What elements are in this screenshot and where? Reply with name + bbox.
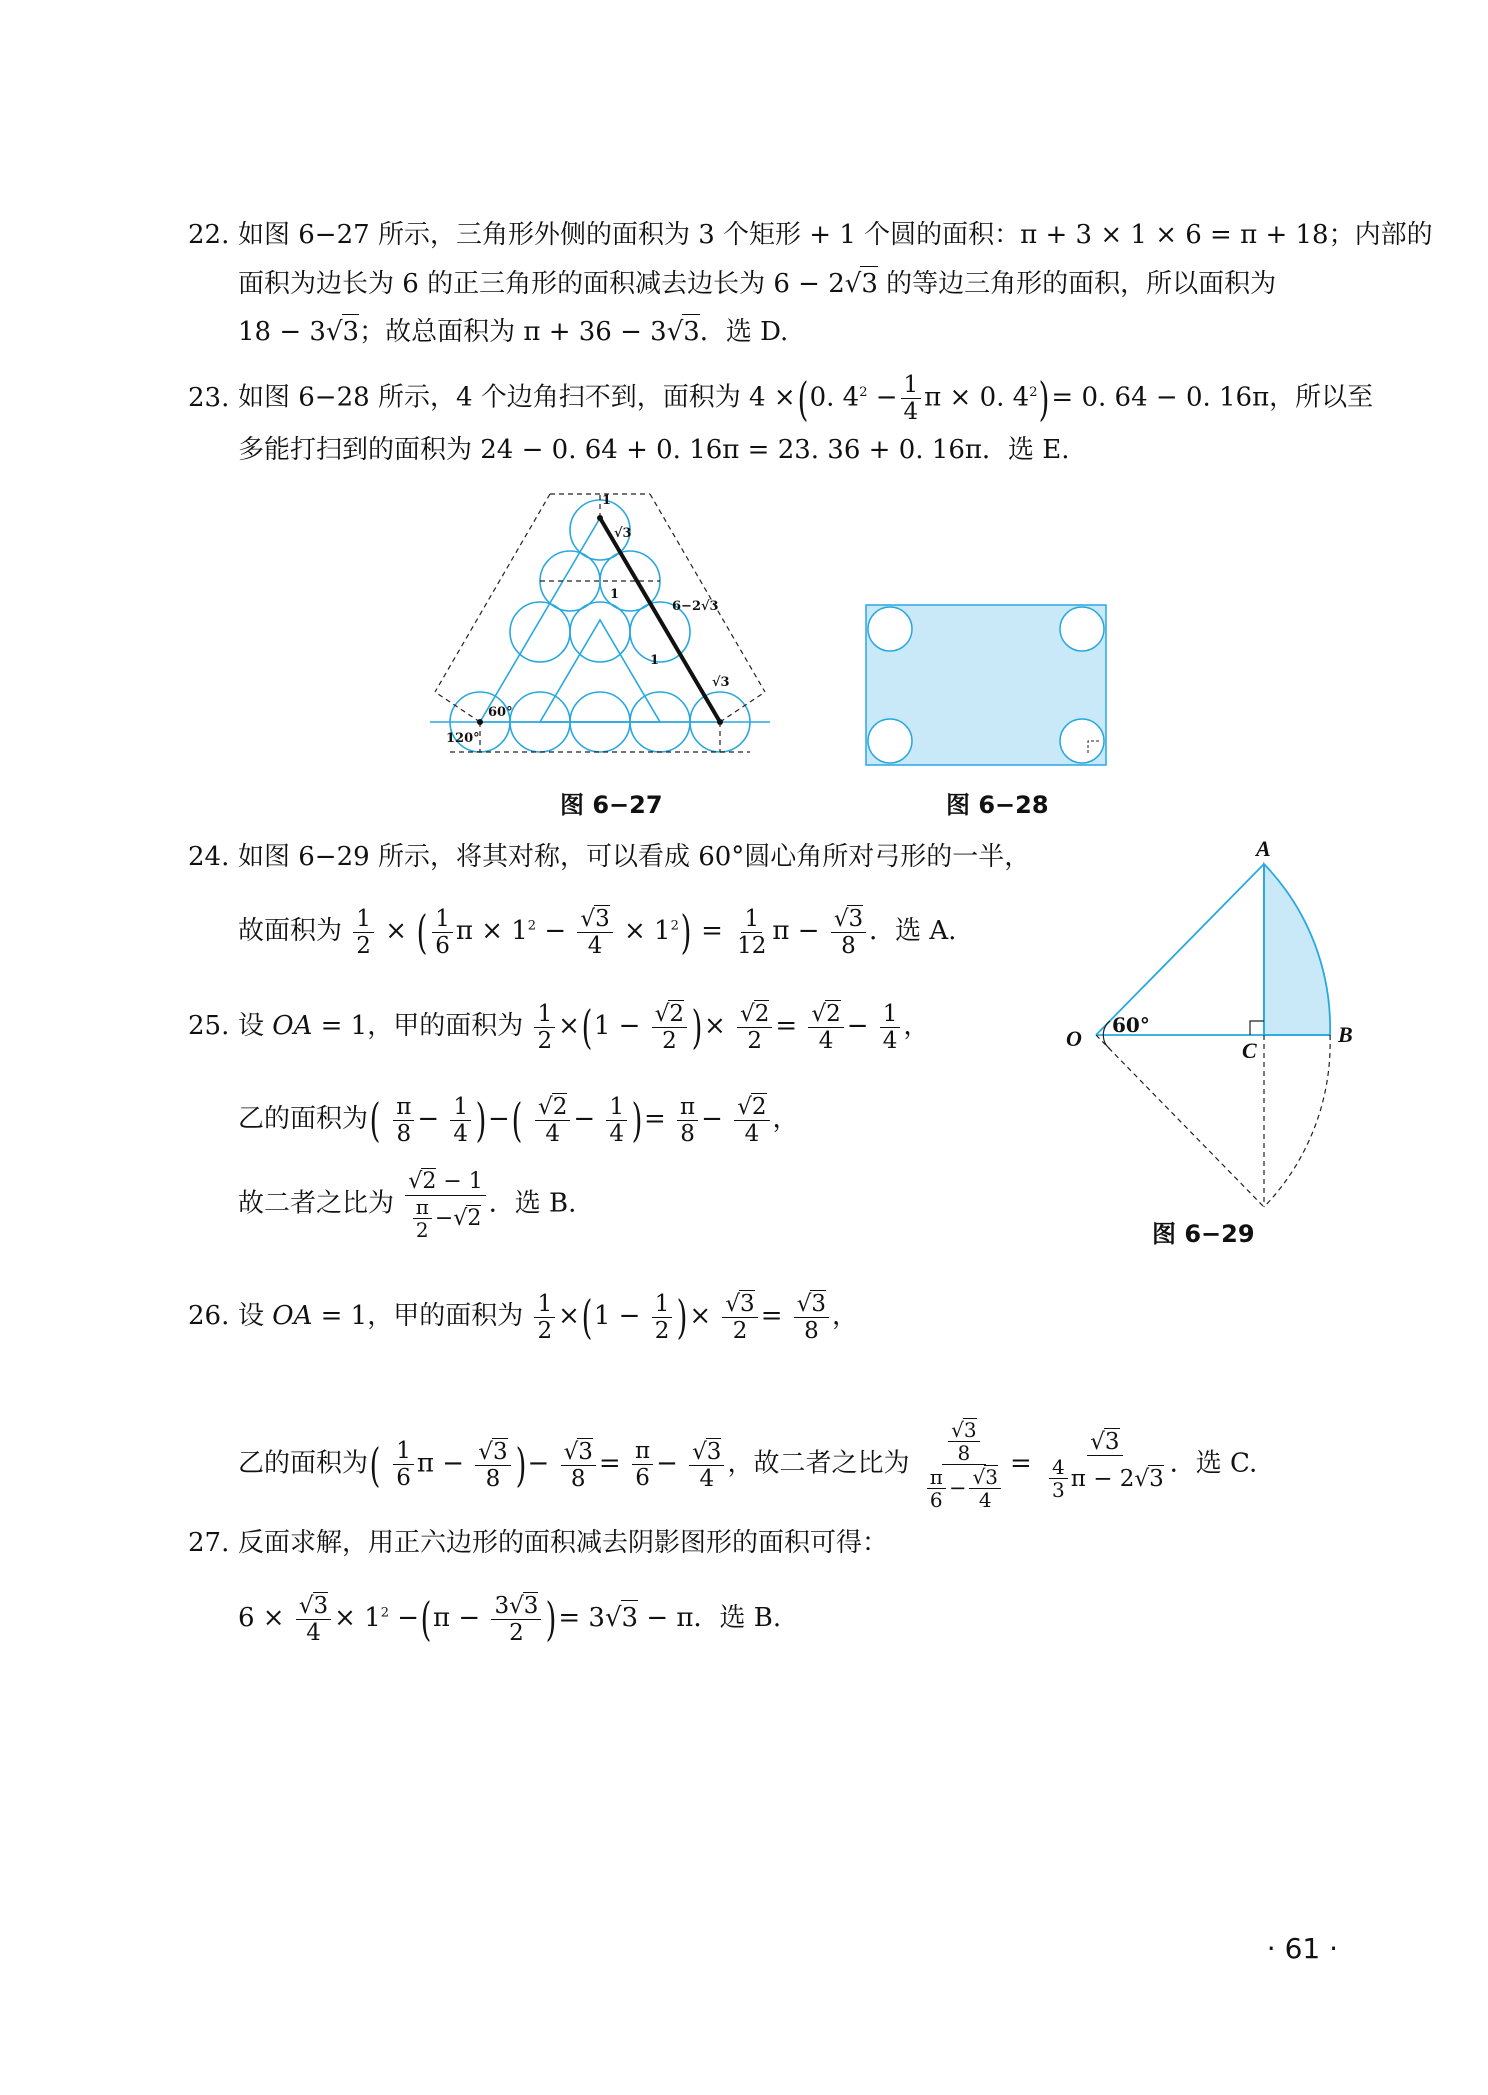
label-o: O — [1066, 1026, 1082, 1051]
fig27-caption: 图 6−27 — [560, 791, 663, 819]
q24-line1: 24. 如图 6−29 所示，将其对称，可以看成 60°圆心角所对弓形的一半， — [188, 842, 1031, 872]
angle-label: 60° — [1112, 1013, 1150, 1037]
fraction: $\frac{1}{4}$ — [901, 372, 922, 425]
fig27-label: 1 — [650, 653, 660, 668]
fig27-label: 120° — [446, 731, 480, 746]
q22-line2: 面积为边长为 6 的正三角形的面积减去边长为 6 − 2√3 的等边三角形的面积，所以面积为 — [238, 266, 1276, 301]
q25-line1: 25. 设 OA = 1，甲的面积为 $\frac{1}{2}$ ×(1 − $\frac{√2}{2}$ )× $\frac{√2}{2}$ = $\frac{√2}{4}$ − $\frac{1}{4}$ ， — [188, 1000, 930, 1054]
label-b: B — [1338, 1022, 1353, 1047]
fig27-label: 60° — [488, 705, 513, 720]
q25-line2: 乙的面积为( $\frac{\pi}{8}$ − $\frac{1}{4}$ )−( $\frac{√2}{4}$ − $\frac{1}{4}$ )= $\frac{\pi}{8}$ − $\frac{√2}{4}$ ， — [238, 1093, 799, 1147]
label-c: C — [1242, 1038, 1257, 1063]
fig27-label: 1 — [602, 493, 612, 508]
q27-line1: 27. 反面求解，用正六边形的面积减去阴影图形的面积可得： — [188, 1528, 889, 1558]
q24-line2: 故面积为 $\frac{1}{2}$ × ( $\frac{1}{6}$ $\pi \times 1^2$ − $\frac{√3}{4}$ × $1^2$) = $\frac{1}{12}$ π − $\frac{√3}{8}$ ．选 A. — [238, 905, 957, 959]
q23-line1: 23. 如图 6−28 所示，4 个边角扫不到，面积为 4 ×(0. $4^2$ − $\frac{1}{4}$ π × 0. $4^2)= 0$. 64 − 0. 16π，所以至 — [188, 371, 1374, 426]
q23-line2: 多能打扫到的面积为 24 − 0. 64 + 0. 16π = 23. 36 + 0. 16π．选 E. — [238, 435, 1070, 465]
figure-6-27 — [430, 480, 770, 770]
fig27-label: 1 — [610, 587, 620, 602]
q22-number: 22. — [188, 220, 230, 250]
q26-line2: 乙的面积为( $\frac{1}{6}$ π − $\frac{√3}{8}$ )− $\frac{√3}{8}$ = $\frac{\pi}{6}$ − $\frac{√3}{4}$ ，故二者之比为 $\frac{√3}{8}$ $\frac{\pi}{6}$ − $\frac{√3}{4}$ = √3 $\frac{4}{3}$ π − 2 √ 3 ．选 C. — [238, 1418, 1258, 1512]
fig28-caption: 图 6−28 — [946, 791, 1049, 819]
q26-line1: 26. 设 OA = 1，甲的面积为 $\frac{1}{2}$ ×(1 − $\frac{1}{2}$ )× $\frac{√3}{2}$ = $\frac{√3}{8}$ ， — [188, 1290, 859, 1344]
fig27-label: √3 — [712, 675, 730, 690]
q27-line2: 6 × $\frac{√3}{4}$ × $1^2 -(\pi$ − $\frac{3√3}{2}$ )= 3√3 − π．选 B. — [238, 1592, 782, 1646]
fig27-label: √3 — [614, 526, 632, 541]
page-number: · 61 · — [1266, 1932, 1338, 1965]
fig27-label: 6−2√3 — [672, 599, 719, 614]
q22-line3: 18 − 3√3；故总面积为 π + 36 − 3√3．选 D. — [238, 314, 788, 349]
figure-6-28 — [866, 605, 1106, 765]
fig29-caption: 图 6−29 — [1152, 1220, 1255, 1248]
q25-line3: 故二者之比为 √2 − 1 $\frac{\pi}{2}$ − √ 2 ．选 B. — [238, 1169, 577, 1242]
label-a: A — [1256, 836, 1271, 861]
q22-line1: 22. 如图 6−27 所示，三角形外侧的面积为 3 个矩形 + 1 个圆的面积：π + 3 × 1 × 6 = π + 18；内部的 — [188, 220, 1433, 250]
figure-6-29 — [1066, 836, 1356, 1242]
